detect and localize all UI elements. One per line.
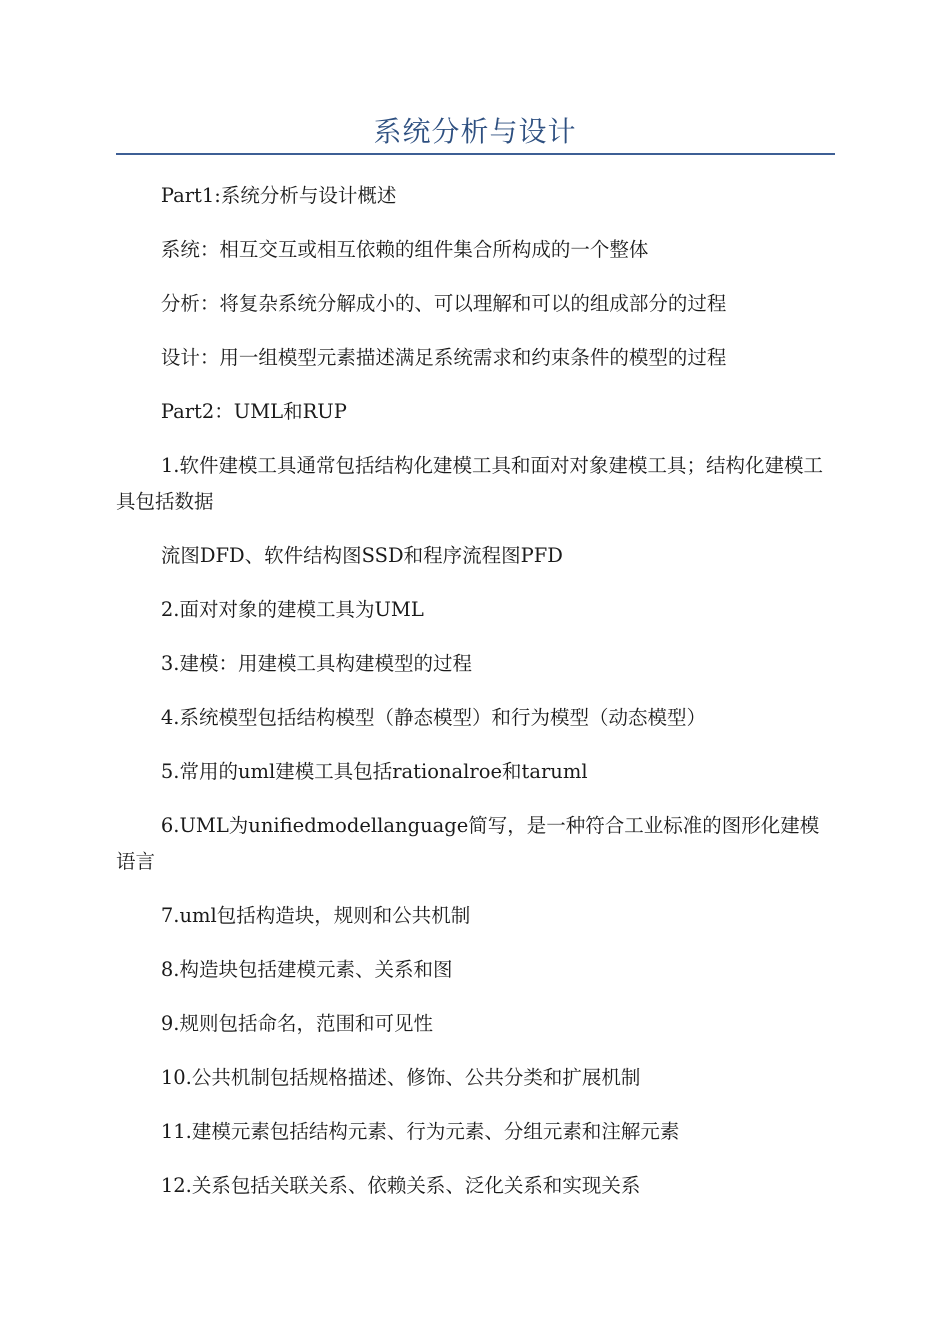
paragraph: 1.软件建模工具通常包括结构化建模工具和面对对象建模工具；结构化建模工具包括数据 bbox=[116, 454, 823, 513]
title-divider bbox=[116, 153, 835, 155]
paragraph: 10.公共机制包括规格描述、修饰、公共分类和扩展机制 bbox=[160, 1066, 641, 1089]
paragraph: 流图DFD、软件结构图SSD和程序流程图PFD bbox=[160, 544, 563, 567]
paragraph: 系统：相互交互或相互依赖的组件集合所构成的一个整体 bbox=[160, 238, 649, 261]
paragraph: 3.建模：用建模工具构建模型的过程 bbox=[160, 652, 472, 675]
paragraph: 11.建模元素包括结构元素、行为元素、分组元素和注解元素 bbox=[160, 1120, 680, 1143]
paragraph: 2.面对对象的建模工具为UML bbox=[160, 598, 424, 621]
paragraph: 分析：将复杂系统分解成小的、可以理解和可以的组成部分的过程 bbox=[160, 292, 727, 315]
paragraph: 8.构造块包括建模元素、关系和图 bbox=[160, 958, 453, 981]
paragraph: Part2：UML和RUP bbox=[160, 400, 347, 423]
paragraph: 设计：用一组模型元素描述满足系统需求和约束条件的模型的过程 bbox=[160, 346, 727, 369]
paragraph: 12.关系包括关联关系、依赖关系、泛化关系和实现关系 bbox=[160, 1174, 641, 1197]
page-title: 系统分析与设计 bbox=[373, 115, 577, 148]
paragraph: 4.系统模型包括结构模型（静态模型）和行为模型（动态模型） bbox=[160, 706, 706, 729]
paragraph: Part1:系统分析与设计概述 bbox=[160, 184, 397, 207]
paragraph: 7.uml包括构造块，规则和公共机制 bbox=[160, 904, 471, 927]
paragraph: 5.常用的uml建模工具包括rationalroe和taruml bbox=[160, 760, 588, 783]
paragraph: 6.UML为unifiedmodellanguage简写，是一种符合工业标准的图形化建模语言 bbox=[116, 814, 820, 873]
paragraph: 9.规则包括命名，范围和可见性 bbox=[160, 1012, 433, 1035]
document-body bbox=[116, 178, 836, 1222]
